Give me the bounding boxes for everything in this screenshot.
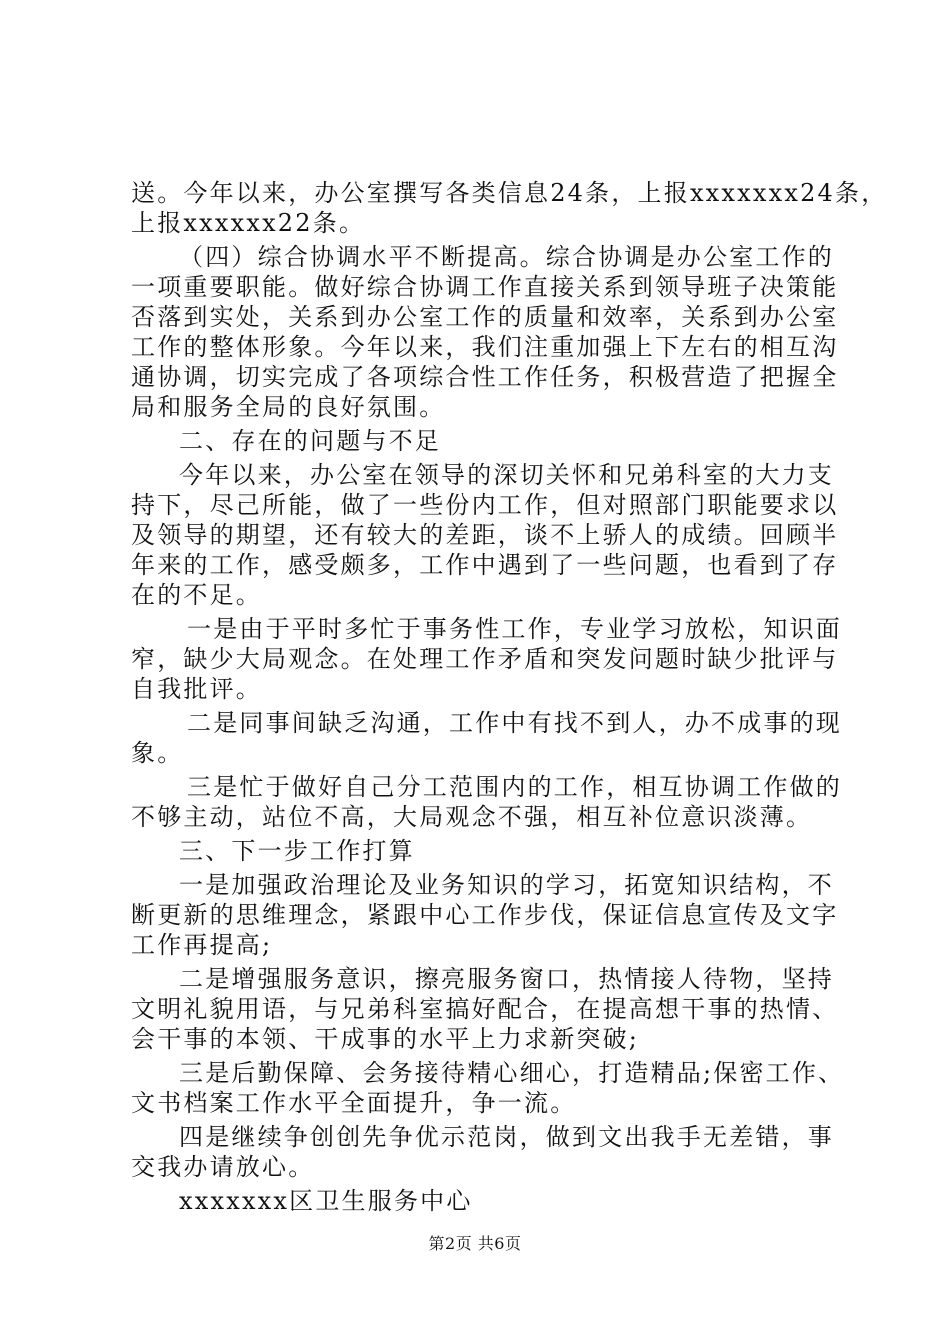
text-line: 在的不足。 <box>131 581 262 609</box>
text-line: 上报xxxxxx22条。 <box>131 209 366 237</box>
text-line: 二是增强服务意识，擦亮服务窗口，热情接人待物，坚持 <box>179 965 834 993</box>
page-number-footer: 第2页 共6页 <box>428 1234 522 1253</box>
signature-organization: xxxxxxx区卫生服务中心 <box>179 1187 473 1215</box>
text-line: 自我批评。 <box>131 675 262 703</box>
text-line: 交我办请放心。 <box>131 1153 315 1181</box>
text-line: 三是忙于做好自己分工范围内的工作，相互协调工作做的 <box>187 773 842 801</box>
text-line: 工作再提高; <box>131 931 273 959</box>
text-line: 局和服务全局的良好氛围。 <box>131 393 446 421</box>
text-line: 今年以来，办公室在领导的深切关怀和兄弟科室的大力支 <box>179 461 834 489</box>
text-line: 二是同事间缺乏沟通，工作中有找不到人，办不成事的现 <box>187 709 842 737</box>
text-line: 一是加强政治理论及业务知识的学习，拓宽知识结构，不 <box>179 871 834 899</box>
text-line: 四是继续争创创先争优示范岗，做到文出我手无差错，事 <box>179 1123 834 1151</box>
text-line: 否落到实处，关系到办公室工作的质量和效率，关系到办公室 <box>131 303 839 331</box>
text-line: 断更新的思维理念，紧跟中心工作步伐，保证信息宣传及文字 <box>131 901 839 929</box>
text-line: 象。 <box>131 739 184 767</box>
document-body <box>131 178 888 1216</box>
text-line: 三是后勤保障、会务接待精心细心，打造精品;保密工作、 <box>179 1059 845 1087</box>
text-line: 不够主动，站位不高，大局观念不强，相互补位意识淡薄。 <box>131 803 813 831</box>
text-line: 年来的工作，感受颇多，工作中遇到了一些问题，也看到了存 <box>131 551 839 579</box>
text-line: 通协调，切实完成了各项综合性工作任务，积极营造了把握全 <box>131 363 839 391</box>
text-line: 工作的整体形象。今年以来，我们注重加强上下左右的相互沟 <box>131 333 839 361</box>
text-line: 及领导的期望，还有较大的差距，谈不上骄人的成绩。回顾半 <box>131 521 839 549</box>
section-heading: 三、下一步工作打算 <box>179 837 415 865</box>
text-line: 持下，尽己所能，做了一些份内工作，但对照部门职能要求以 <box>131 491 839 519</box>
text-line: 窄，缺少大局观念。在处理工作矛盾和突发问题时缺少批评与 <box>131 645 839 673</box>
text-line: （四）综合协调水平不断提高。综合协调是办公室工作的 <box>179 243 834 271</box>
text-line: 一项重要职能。做好综合协调工作直接关系到领导班子决策能 <box>131 273 839 301</box>
section-heading: 二、存在的问题与不足 <box>179 427 441 455</box>
text-line: 文明礼貌用语，与兄弟科室搞好配合，在提高想干事的热情、 <box>131 995 839 1023</box>
text-line: 文书档案工作水平全面提升，争一流。 <box>131 1089 577 1117</box>
text-line: 一是由于平时多忙于事务性工作，专业学习放松，知识面 <box>187 615 842 643</box>
text-line: 会干事的本领、干成事的水平上力求新突破; <box>131 1025 640 1053</box>
text-line: 送。今年以来，办公室撰写各类信息24条，上报xxxxxxx24条， <box>131 179 888 207</box>
